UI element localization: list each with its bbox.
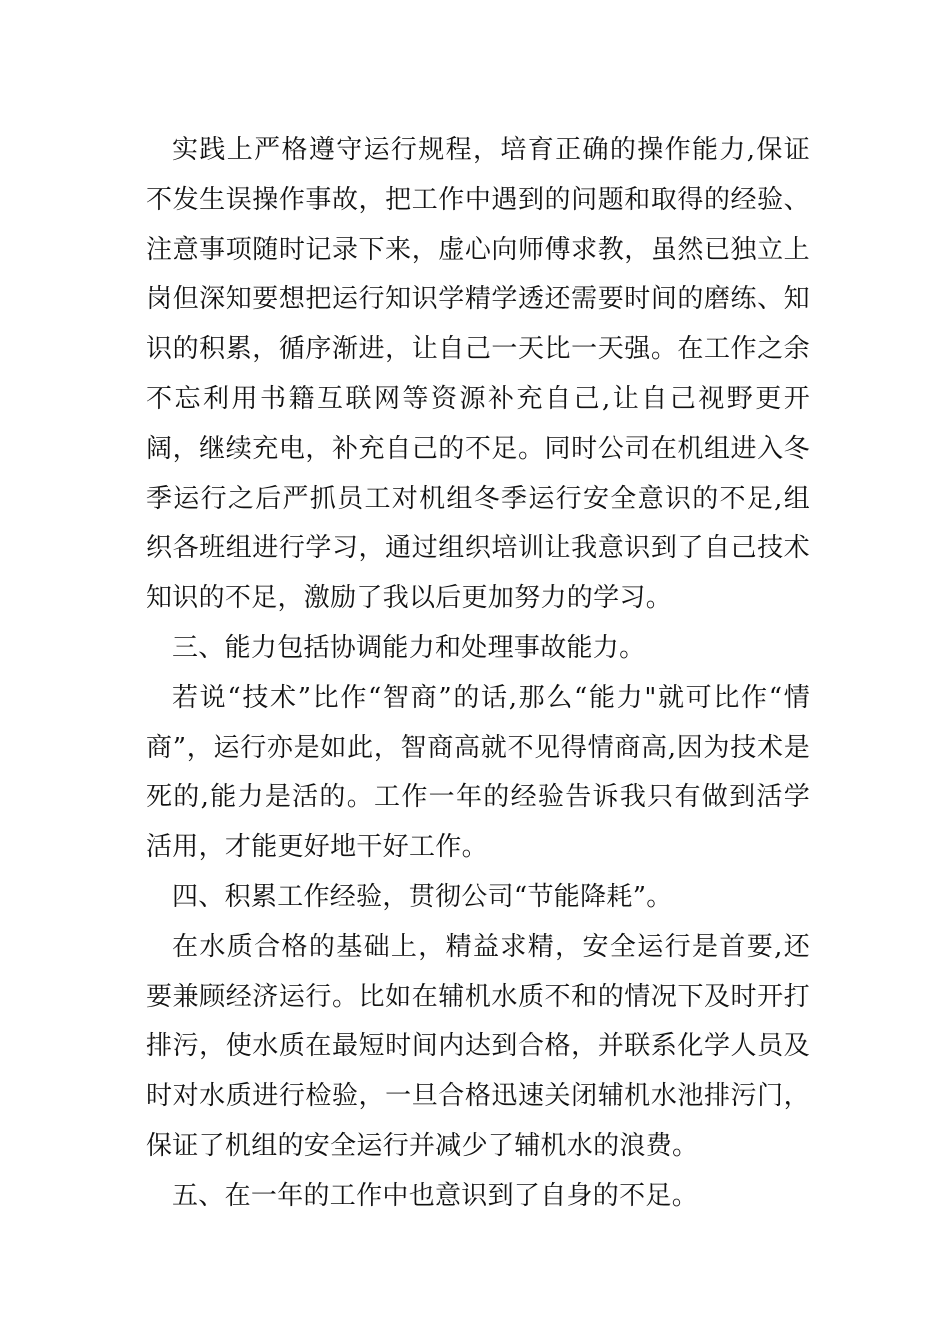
paragraph-practice: 实践上严格遵守运行规程，培育正确的操作能力,保证不发生误操作事故，把工作中遇到的问题和取得的经验、注意事项随时记录下来，虚心向师傅求教，虽然已独立上岗但深知要想把运行知识学精学透还需要时间的磨练、知识的积累，循序渐进，让自己一天比一天强。在工作之余不忘利用书籍互联网等资源补充自己,让自己视野更开阔，继续充电，补充自己的不足。同时公司在机组进入冬季运行之后严抓员工对机组冬季运行安全意识的不足,组织各班组进行学习，通过组织培训让我意识到了自己技术知识的不足，激励了我以后更加努力的学习。 xyxy=(146,135,810,614)
document-body xyxy=(146,126,810,1222)
heading-section-4: 四、积累工作经验，贯彻公司“节能降耗”。 xyxy=(172,881,673,912)
heading-section-3: 三、能力包括协调能力和处理事故能力。 xyxy=(172,632,646,663)
heading-section-5: 五、在一年的工作中也意识到了自身的不足。 xyxy=(172,1180,699,1211)
paragraph-ability: 若说“技术”比作“智商”的话,那么“能力"就可比作“情商”，运行亦是如此，智商高就不见得情商高,因为技术是死的,能力是活的。工作一年的经验告诉我只有做到活学活用，才能更好地干好工作。 xyxy=(146,682,810,863)
paragraph-water-quality: 在水质合格的基础上，精益求精，安全运行是首要,还要兼顾经济运行。比如在辅机水质不和的情况下及时开打排污，使水质在最短时间内达到合格，并联系化学人员及时对水质进行检验，一旦合格迅速关闭辅机水池排污门，保证了机组的安全运行并减少了辅机水的浪费。 xyxy=(146,931,810,1161)
